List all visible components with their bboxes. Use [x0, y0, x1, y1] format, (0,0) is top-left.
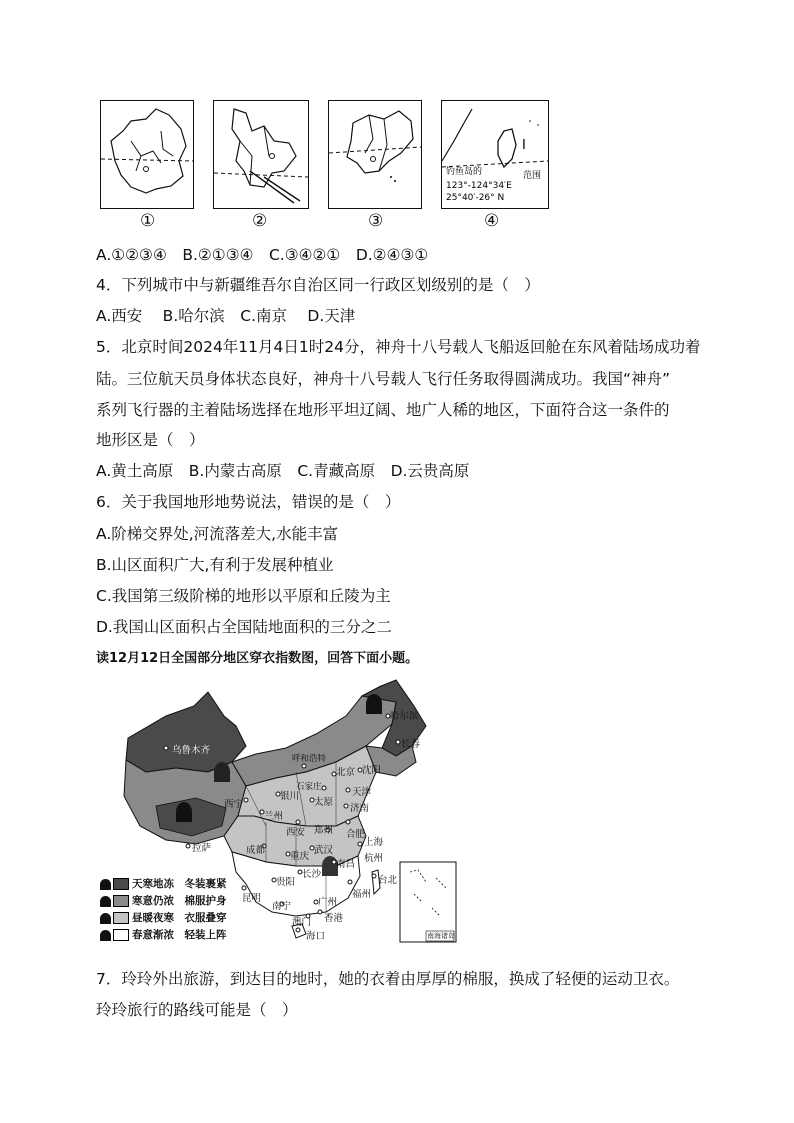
legend-label-mild: 昼暖夜寒 衣服叠穿	[132, 912, 227, 924]
city-shenyang: 沈阳	[362, 765, 382, 776]
city-lanzhou: 兰州	[264, 811, 284, 822]
map-intro: 读12月12日全国部分地区穿衣指数图，回答下面小题。	[96, 651, 419, 666]
q3-map-4-lat: 25°40′-26° N	[446, 193, 505, 203]
city-chongqing: 重庆	[290, 851, 310, 862]
q4-options: A.西安 B.哈尔滨 C.南京 D.天津	[96, 307, 356, 325]
dress-index-map	[96, 676, 466, 946]
city-yinchuan: 银川	[280, 791, 300, 802]
city-kunming: 昆明	[242, 893, 262, 904]
coat-icon	[100, 930, 111, 941]
city-taibei: 台北	[378, 875, 398, 886]
q5-line-1: 5．北京时间2024年11月4日1时24分，神舟十八号载人飞船返回舱在东风着陆场成功着	[96, 338, 701, 356]
city-harbin: 哈尔滨	[390, 711, 419, 722]
city-aomen: 澳门	[292, 917, 312, 928]
legend-swatch-cold	[113, 878, 129, 890]
legend-row-cold	[100, 876, 227, 891]
city-tianjin: 天津	[352, 787, 372, 798]
city-jinan: 济南	[350, 803, 370, 814]
q3-map-4-roman: I	[522, 138, 526, 153]
city-changchun: 长春	[401, 739, 421, 750]
inset-label: 南海诸岛	[427, 932, 455, 940]
q5-line-4: 地形区是（ ）	[96, 431, 205, 449]
q4-stem: 4．下列城市中与新疆维吾尔自治区同一行政区划级别的是（ ）	[96, 276, 540, 294]
coat-icon	[100, 913, 111, 924]
city-xining: 西宁	[224, 799, 244, 810]
q5-line-2: 陆。三位航天员身体状态良好，神舟十八号载人飞行任务取得圆满成功。我国“神舟”	[96, 370, 671, 388]
q6-stem: 6．关于我国地形地势说法，错误的是（ ）	[96, 493, 401, 511]
legend	[100, 876, 250, 946]
q7-line-2: 玲玲旅行的路线可能是（ ）	[96, 1001, 298, 1019]
city-xian: 西安	[286, 827, 306, 838]
city-shanghai: 上海	[364, 837, 384, 848]
city-nanchang: 南昌	[336, 859, 356, 870]
city-wuhan: 武汉	[314, 845, 334, 856]
city-guiyang: 贵阳	[276, 877, 296, 888]
q3-map-4-number: ④	[484, 211, 500, 231]
coat-icon	[100, 879, 111, 890]
city-fuzhou: 福州	[352, 889, 372, 900]
city-changsha: 长沙	[302, 869, 322, 880]
city-hangzhou: 杭州	[364, 853, 384, 864]
legend-label-chilly: 寒意仍浓 棉服护身	[132, 895, 227, 907]
legend-row-mild	[100, 910, 227, 925]
legend-swatch-mild	[113, 912, 129, 924]
city-guangzhou: 广州	[318, 897, 338, 908]
city-hohhot: 呼和浩特	[292, 754, 327, 764]
q3-options: A.①②③④ B.②①③④ C.③④②① D.②④③①	[96, 246, 429, 264]
coat-icon	[100, 896, 111, 907]
city-urumqi: 乌鲁木齐	[172, 745, 211, 756]
q3-map-3	[328, 100, 422, 209]
q3-map-3-number: ③	[368, 211, 384, 231]
q3-map-2-number: ②	[252, 211, 268, 231]
q6-option-a: A.阶梯交界处,河流落差大,水能丰富	[96, 525, 339, 543]
q5-options: A.黄土高原 B.内蒙古高原 C.青藏高原 D.云贵高原	[96, 462, 470, 480]
q3-map-4-lon: 123°-124°34′E	[446, 181, 512, 191]
city-xianggang: 香港	[324, 913, 344, 924]
city-beijing: 北京	[336, 767, 356, 778]
city-zhengzhou: 郑州	[314, 825, 334, 836]
q3-map-4	[441, 100, 549, 209]
city-taiyuan: 太原	[314, 797, 334, 808]
q6-option-d: D.我国山区面积占全国陆地面积的三分之二	[96, 618, 392, 636]
q7-line-1: 7．玲玲外出旅游，到达目的地时，她的衣着由厚厚的棉服，换成了轻便的运动卫衣。	[96, 970, 680, 988]
city-nanning: 南宁	[272, 901, 292, 912]
legend-label-cold: 天寒地冻 冬装裹紧	[132, 878, 227, 890]
q5-line-3: 系列飞行器的主着陆场选择在地形平坦辽阔、地广人稀的地区，下面符合这一条件的	[96, 401, 670, 419]
city-chengdu: 成都	[246, 845, 266, 856]
q6-option-c: C.我国第三级阶梯的地形以平原和丘陵为主	[96, 587, 391, 605]
legend-label-warm: 春意渐浓 轻装上阵	[132, 929, 227, 941]
city-hefei: 合肥	[346, 829, 366, 840]
q3-map-4-island: 钓鱼岛的	[446, 167, 483, 177]
legend-row-warm	[100, 927, 227, 942]
q3-map-1	[100, 100, 194, 209]
legend-row-chilly	[100, 893, 227, 908]
q3-map-4-range: 范围	[523, 171, 542, 181]
legend-swatch-warm	[113, 929, 129, 941]
legend-swatch-chilly	[113, 895, 129, 907]
city-shijiazhuang: 石家庄	[296, 782, 322, 792]
q3-map-2	[213, 100, 309, 209]
q6-option-b: B.山区面积广大,有利于发展种植业	[96, 556, 334, 574]
q3-map-1-number: ①	[140, 211, 156, 231]
city-lhasa: 拉萨	[192, 843, 212, 854]
city-haikou: 海口	[306, 931, 326, 942]
